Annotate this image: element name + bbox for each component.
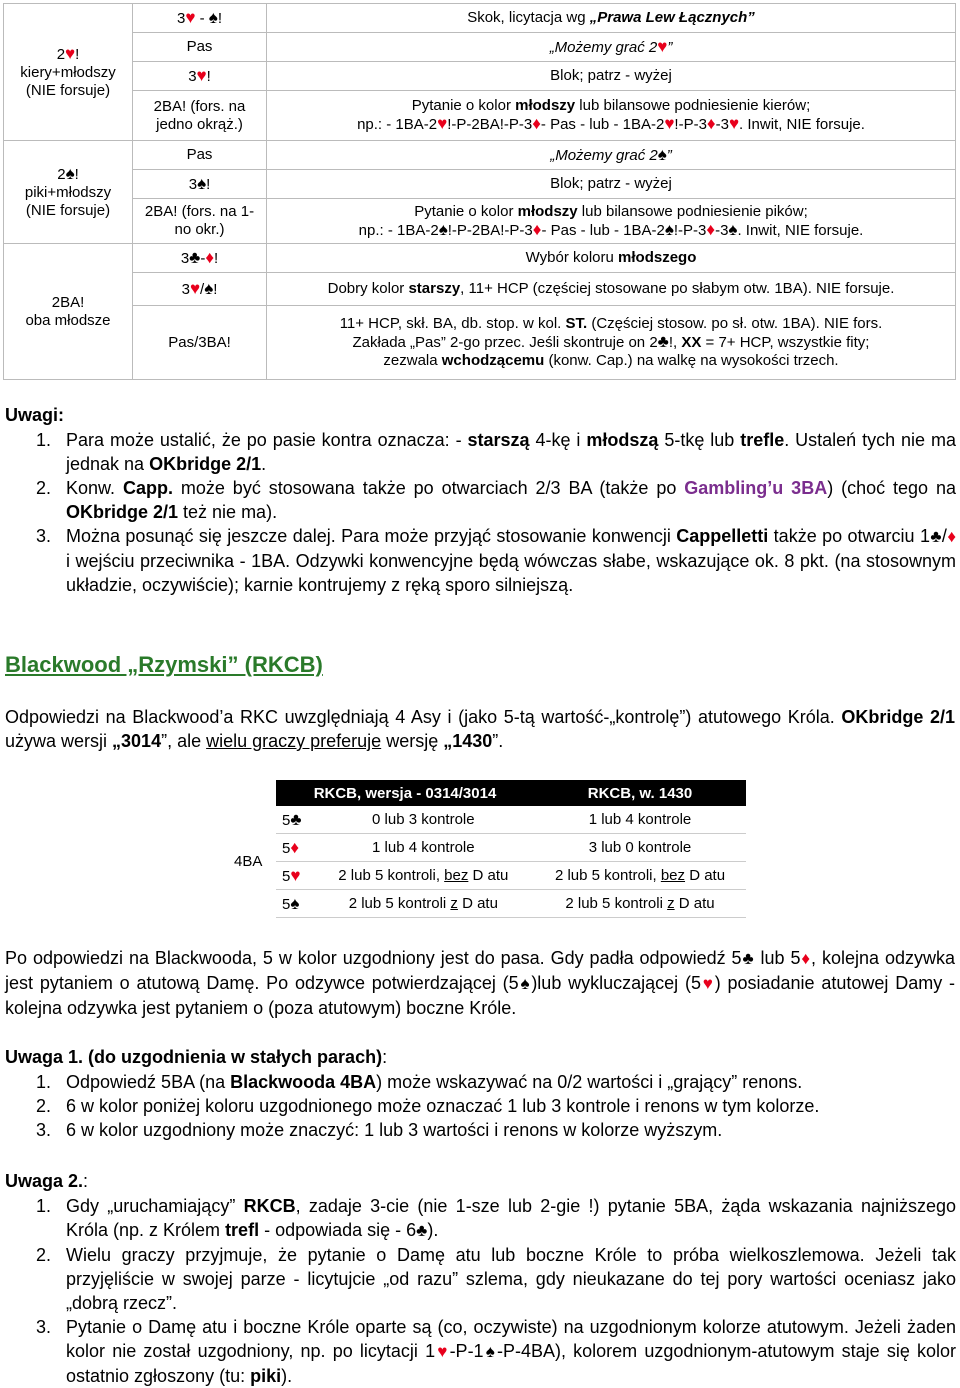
group-2-spades: 2♠! piki+młodszy (NIE forsuje) — [4, 141, 133, 244]
uwaga1-title: Uwaga 1. (do uzgodnienia w stałych parach): — [5, 1047, 388, 1067]
conventions-table — [3, 3, 956, 380]
uwagi-item-1: 1. Para może ustalić, że po pasie kontra oznacza: - starszą 4-kę i młodszą 5-tkę lub trefle. Ustaleń tych nie ma jednak na OKbridge 2/1. — [36, 430, 956, 474]
desc-blok-2: Blok; patrz - wyżej — [267, 170, 956, 199]
uwagi-item-2: 2. Konw. Capp. może być stosowana także po otwarciach 2/3 BA (także po Gambling’u 3BA) (choć tego na OKbridge 2/1 też nie ma). — [36, 478, 956, 522]
rkcb-4ba: 4BA — [234, 853, 263, 871]
blackwood-title: Blackwood „Rzymski” (RKCB) — [5, 652, 323, 677]
desc-mozemy-grac-2s: „Możemy grać 2♠” — [267, 141, 956, 170]
bid-3h: 3♥! — [133, 62, 267, 91]
uwagi-item-3: 3. Można posunąć się jeszcze dalej. Para może przyjąć stosowanie konwencji Cappelletti także po otwarciu 1♣/♦ i wejściu przeciwnika - 1BA. Odzywki konwencyjne będą wówczas słabe, wskazujące ok. 8 pkt. (na stosownym układzie, oczywiście); karnie kontrujemy z ręką sporo silniejszą. — [36, 526, 956, 595]
blackwood-intro: Odpowiedzi na Blackwood’a RKC uwzględniają 4 Asy i (jako 5-tą wartość-„kontrolę”) atutowego Króla. OKbridge 2/1 używa wersji „3014”, ale wielu graczy preferuje wersję „1430”. — [5, 707, 955, 751]
rkcb-bid-5h: 5♥ — [276, 862, 313, 890]
bid-2ba: 2BA! (fors. na jedno okrąż.) — [133, 91, 267, 141]
bid-3h-3s: 3♥ - ♠! — [133, 4, 267, 33]
bid-2ba-2: 2BA! (fors. na 1-no okr.) — [133, 199, 267, 244]
rkcb-header-0314: RKCB, wersja - 0314/3014 — [276, 780, 534, 806]
rkcb-5s-v2: 2 lub 5 kontroli z D atu — [534, 890, 746, 918]
rkcb-header-1430: RKCB, w. 1430 — [534, 780, 746, 806]
uwaga2-title: Uwaga 2.: — [5, 1171, 89, 1191]
rkcb-5d-v1: 1 lub 4 kontrole — [313, 834, 534, 862]
uwagi-title: Uwagi: — [5, 405, 65, 425]
desc-blok: Blok; patrz - wyżej — [267, 62, 956, 91]
desc-11-hcp: 11+ HCP, skł. BA, db. stop. w kol. ST. (Częściej stosow. po sł. otw. 1BA). NIE fors. Zakłada „Pas” 2-go przec. Jeśli skontruje on 2♣!, XX = 7+ HCP, wszystkie fity; zezwala wchodzącemu (konw. Cap.) na walkę na wysokości trzech. — [267, 306, 956, 380]
uwaga2-item-1: 1. Gdy „uruchamiający” RKCB, zadaje 3-cie (nie 1-sze lub 2-gie !) pytanie 5BA, żąda wskazania najniższego Króla (np. z Królem trefl - odpowiada się - 6♣). — [36, 1196, 957, 1240]
uwaga2-item-3: 3. Pytanie o Damę atu i boczne Króle oparte są (co, oczywiste) na uzgodnionym kolorze atutowym. Jeżeli żaden kolor nie został uzgodniony, np. po licytacji 1♥-P-1♠-P-4BA), kolorem uzgodnionym-atutowym staje się kolor ostatnio zgłoszony (tu: piki). — [36, 1317, 957, 1386]
rkcb-table — [230, 780, 746, 918]
rkcb-5c-v1: 0 lub 3 kontrole — [313, 806, 534, 834]
uwaga1-item-1: 1. Odpowiedź 5BA (na Blackwooda 4BA) może wskazywać na 0/2 wartości i „grający” renons. — [36, 1072, 803, 1092]
group-2-hearts: 2♥! kiery+młodszy (NIE forsuje) — [4, 4, 133, 141]
bid-3s: 3♠! — [133, 170, 267, 199]
rkcb-5c-v2: 1 lub 4 kontrole — [534, 806, 746, 834]
uwaga1-item-2: 2. 6 w kolor poniżej koloru uzgodnionego może oznaczać 1 lub 3 kontrole i renons w tym kolorze. — [36, 1096, 820, 1116]
rkcb-bid-5s: 5♠ — [276, 890, 313, 918]
uwaga1-list — [36, 1070, 956, 1142]
uwaga1-item-3: 3. 6 w kolor uzgodniony może znaczyć: 1 lub 3 wartości i renons w kolorze wyższym. — [36, 1120, 723, 1140]
uwagi-list — [36, 428, 956, 597]
rkcb-5h-v1: 2 lub 5 kontroli, bez D atu — [313, 862, 534, 890]
rkcb-5d-v2: 3 lub 0 kontrole — [534, 834, 746, 862]
bid-3c-3d: 3♣-♦! — [133, 244, 267, 273]
bid-pas-2: Pas — [133, 141, 267, 170]
bid-3h-3s-b: 3♥/♠! — [133, 273, 267, 306]
rkcb-bid-5c: 5♣ — [276, 806, 313, 834]
rkcb-5s-v1: 2 lub 5 kontroli z D atu — [313, 890, 534, 918]
bid-pas-3ba: Pas/3BA! — [133, 306, 267, 380]
desc-pytanie-piki: Pytanie o kolor młodszy lub bilansowe podniesienie pików; np.: - 1BA-2♠!-P-2BA!-P-3♦- Pas - lub - 1BA-2♠!-P-3♦-3♠. Inwit, NIE forsuje. — [267, 199, 956, 244]
desc-wybor-koloru: Wybór koloru młodszego — [267, 244, 956, 273]
rkcb-5h-v2: 2 lub 5 kontroli, bez D atu — [534, 862, 746, 890]
desc-skok: Skok, licytacja wg „Prawa Lew Łącznych” — [267, 4, 956, 33]
uwaga2-item-2: 2. Wielu graczy przyjmuje, że pytanie o Damę atu lub boczne Króle to próba wielkoszlemowa. Jeżeli tak przyjęliście w swojej parze - licytujcie „od razu” szlema, gdy nieukazane do tej pory wartości oceniasz jako „dobrą rzecz”. — [36, 1245, 956, 1313]
after-paragraph: Po odpowiedzi na Blackwooda, 5 w kolor uzgodniony jest do pasa. Gdy padła odpowiedź 5♣ lub 5♦, kolejna odzywka jest pytaniem o atutową Damę. Po odzywce potwierdzającej (5♠)lub wykluczającej (5♥) posiadanie atutowej Damy - kolejna odzywka jest pytaniem o (poza atutowym) boczne Króle. — [5, 948, 956, 1018]
desc-pytanie-kiery: Pytanie o kolor młodszy lub bilansowe podniesienie kierów; np.: - 1BA-2♥!-P-2BA!-P-3♦- Pas - lub - 1BA-2♥!-P-3♦-3♥. Inwit, NIE forsuje. — [267, 91, 956, 141]
rkcb-bid-5d: 5♦ — [276, 834, 313, 862]
bid-pas: Pas — [133, 33, 267, 62]
group-2ba: 2BA! oba młodsze — [4, 244, 133, 380]
uwaga2-list — [36, 1194, 956, 1388]
desc-dobry-kolor: Dobry kolor starszy, 11+ HCP (częściej stosowane po słabym otw. 1BA). NIE forsuje. — [267, 273, 956, 306]
desc-mozemy-grac-2h: „Możemy grać 2♥” — [267, 33, 956, 62]
